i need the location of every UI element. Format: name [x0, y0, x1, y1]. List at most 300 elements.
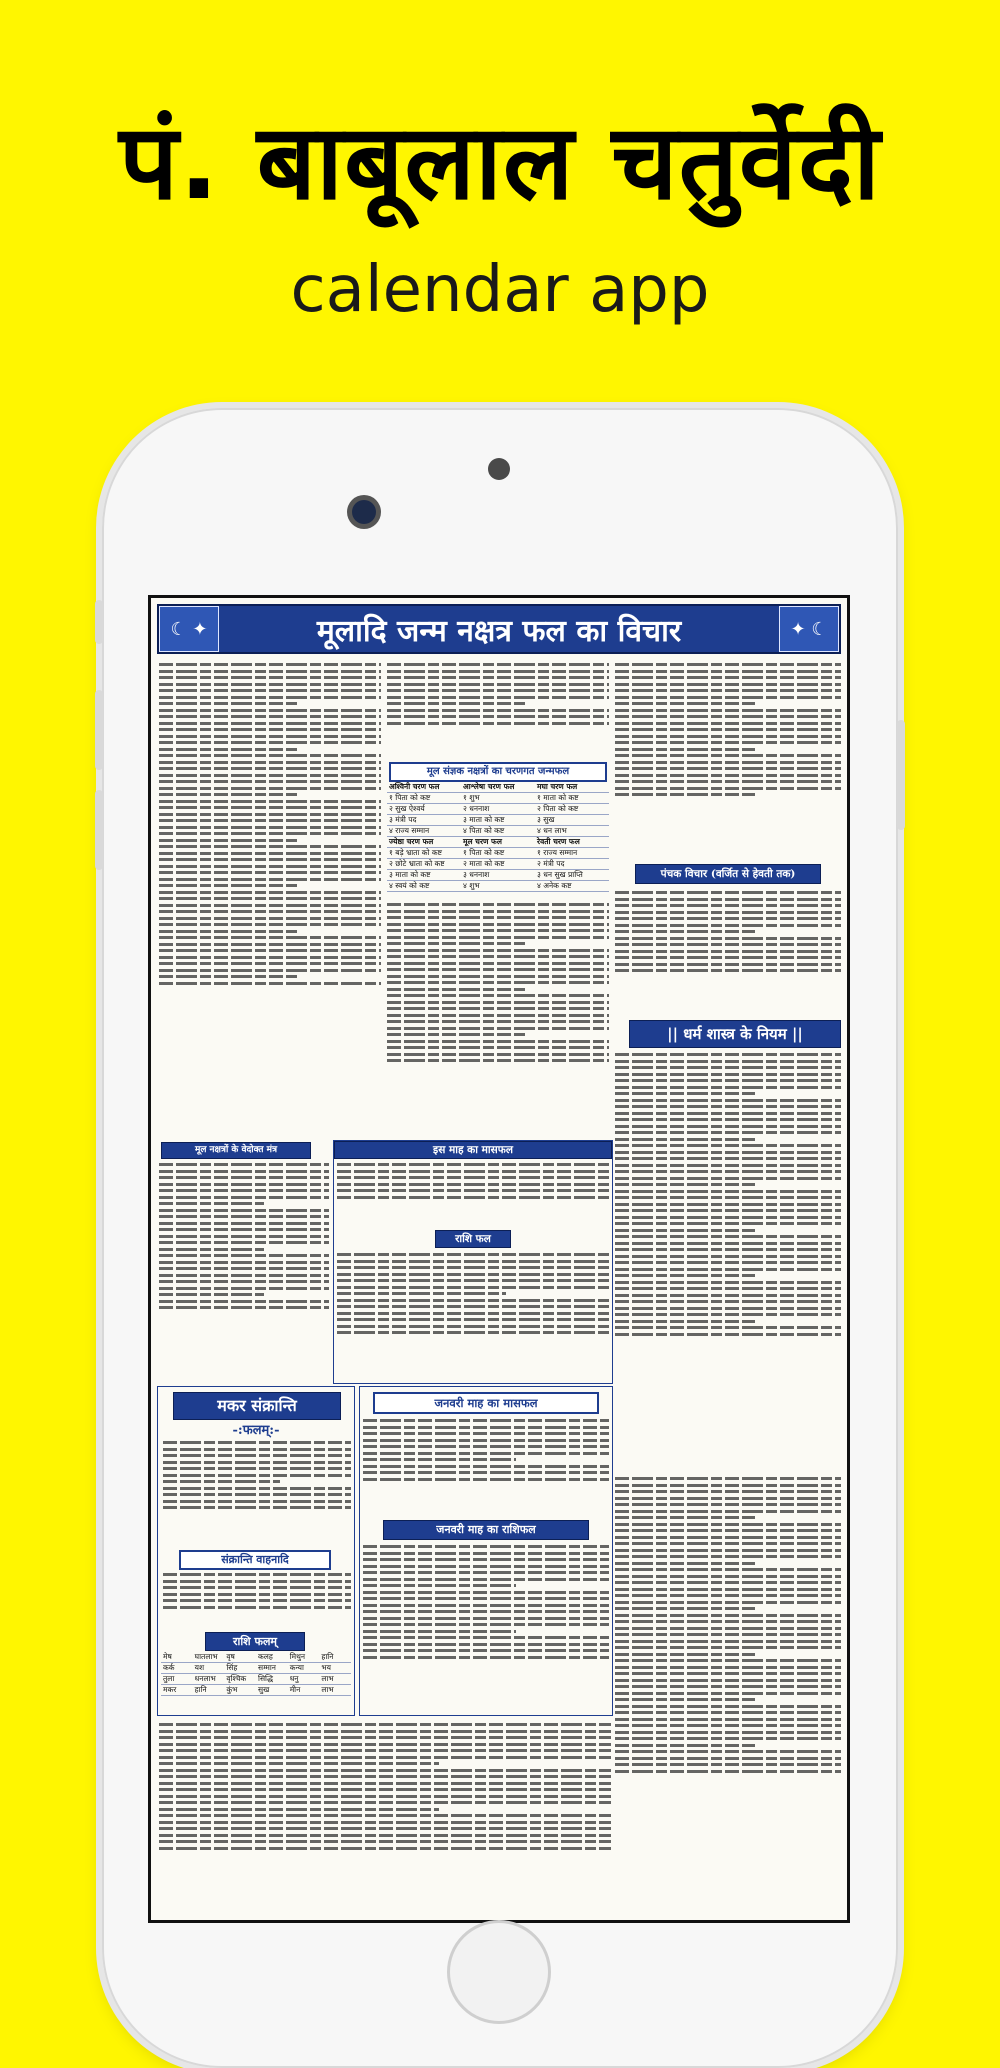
text-line — [615, 937, 841, 940]
text-line — [163, 1599, 351, 1602]
table-cell: ४ राज्य सम्मान — [389, 826, 430, 835]
text-line — [615, 917, 841, 920]
table-row — [387, 793, 609, 804]
table-cell: ४ अनेक कष्ट — [537, 881, 572, 890]
vedic-mantra-text — [159, 1160, 329, 1384]
text-line — [615, 683, 841, 686]
text-line — [615, 1170, 841, 1173]
table-cell: कलह — [258, 1652, 273, 1661]
text-line — [159, 936, 381, 939]
text-line — [387, 1014, 609, 1017]
text-line — [163, 1480, 280, 1483]
text-line — [159, 793, 297, 796]
phone-volume-down — [95, 790, 103, 870]
text-line — [615, 1653, 755, 1656]
text-lines — [363, 1545, 609, 1659]
text-line — [615, 1523, 841, 1526]
text-line — [159, 1814, 611, 1817]
text-line — [159, 1736, 611, 1739]
text-line — [159, 709, 381, 712]
text-line — [337, 1273, 609, 1276]
table-row — [387, 859, 609, 870]
text-line — [337, 1189, 609, 1192]
text-line — [159, 722, 381, 725]
text-line — [159, 813, 381, 816]
text-line — [159, 1756, 611, 1759]
table-cell: हानि — [321, 1652, 334, 1661]
text-line — [159, 865, 381, 868]
text-line — [387, 903, 609, 906]
table-cell: मिथुन — [289, 1652, 306, 1661]
text-line — [615, 1196, 841, 1199]
text-line — [387, 1020, 609, 1023]
text-line — [363, 1452, 609, 1455]
text-line — [363, 1630, 516, 1633]
text-line — [387, 1001, 609, 1004]
text-line — [615, 1307, 841, 1310]
text-line — [159, 1163, 329, 1166]
table-cell: सिंह — [226, 1663, 238, 1672]
text-line — [163, 1606, 351, 1609]
text-line — [387, 676, 609, 679]
text-line — [387, 949, 609, 952]
text-line — [363, 1597, 609, 1600]
text-line — [159, 1801, 611, 1804]
text-line — [363, 1649, 609, 1652]
text-line — [387, 975, 609, 978]
text-line — [387, 1033, 525, 1036]
text-line — [387, 1007, 609, 1010]
table-cell: १ माता को कष्ट — [537, 793, 579, 802]
table-cell: वृष — [226, 1652, 235, 1661]
text-line — [615, 1503, 841, 1506]
text-line — [387, 670, 609, 673]
table-header-cell: मूल चरण फल — [463, 837, 502, 846]
text-line — [615, 1177, 841, 1180]
text-line — [159, 670, 381, 673]
text-line — [615, 1666, 841, 1669]
text-line — [163, 1506, 351, 1509]
text-lines — [363, 1419, 609, 1481]
text-line — [159, 1743, 611, 1746]
table-cell: हानि — [194, 1685, 207, 1694]
text-line — [615, 1601, 841, 1604]
text-line — [159, 728, 381, 731]
text-line — [159, 1248, 264, 1251]
text-lines — [159, 663, 381, 985]
text-line — [159, 1209, 329, 1212]
text-line — [163, 1461, 351, 1464]
table-cell: मेष — [163, 1652, 172, 1661]
text-line — [363, 1426, 609, 1429]
text-line — [615, 754, 841, 757]
text-line — [615, 1737, 841, 1740]
text-line — [387, 722, 609, 725]
text-line — [159, 1821, 611, 1824]
text-line — [615, 696, 841, 699]
text-line — [159, 1749, 611, 1752]
table-cell: ३ सुख — [537, 815, 555, 824]
text-line — [387, 923, 609, 926]
text-line — [387, 942, 525, 945]
text-line — [159, 696, 381, 699]
text-line — [159, 1827, 611, 1830]
text-line — [615, 1724, 841, 1727]
table-row — [387, 815, 609, 826]
text-line — [615, 1086, 841, 1089]
text-line — [337, 1286, 609, 1289]
text-line — [159, 1795, 611, 1798]
text-line — [337, 1266, 609, 1269]
text-line — [163, 1487, 351, 1490]
text-line — [159, 741, 381, 744]
text-line — [615, 1581, 841, 1584]
text-line — [159, 663, 381, 666]
sankranti-phalam-text — [163, 1438, 351, 1548]
table-cell: मकर — [163, 1685, 177, 1694]
text-line — [615, 1594, 841, 1597]
text-line — [363, 1545, 609, 1548]
text-line — [159, 1769, 611, 1772]
text-line — [159, 702, 297, 705]
text-line — [337, 1279, 609, 1282]
text-column-right-bottom — [615, 1474, 841, 1914]
text-line — [337, 1253, 609, 1256]
text-line — [159, 982, 381, 985]
text-line — [159, 845, 381, 848]
text-line — [615, 1209, 841, 1212]
text-line — [159, 1235, 329, 1238]
text-line — [363, 1578, 609, 1581]
text-line — [615, 1718, 841, 1721]
text-line — [615, 1235, 841, 1238]
text-line — [387, 910, 609, 913]
text-line — [615, 1300, 841, 1303]
text-column-left — [159, 660, 381, 1138]
text-line — [615, 1125, 841, 1128]
text-line — [615, 1053, 841, 1056]
table-cell: ४ शुभ — [463, 881, 480, 890]
text-column-right-mid — [615, 888, 841, 1018]
home-button[interactable] — [447, 1920, 551, 2024]
text-line — [159, 923, 381, 926]
text-line — [615, 1242, 841, 1245]
text-line — [615, 1672, 841, 1675]
table-cell: ४ धन लाभ — [537, 826, 567, 835]
text-line — [159, 871, 381, 874]
calendar-page-screen[interactable] — [148, 595, 850, 1923]
text-line — [363, 1623, 609, 1626]
text-line — [159, 1196, 329, 1199]
text-column-right-lower — [615, 1050, 841, 1470]
text-line — [615, 1144, 841, 1147]
text-line — [615, 1229, 755, 1232]
text-line — [615, 1138, 755, 1141]
table-cell: २ पिता को कष्ट — [537, 804, 579, 813]
text-lines — [615, 1053, 841, 1336]
promo-headline: पं. बाबूलाल चतुर्वेदी — [119, 101, 881, 223]
text-line — [615, 1770, 841, 1773]
text-line — [337, 1325, 609, 1328]
text-line — [615, 1060, 841, 1063]
text-line — [387, 916, 609, 919]
text-line — [615, 1151, 841, 1154]
text-line — [615, 748, 755, 751]
text-line — [615, 1274, 755, 1277]
text-line — [159, 1775, 611, 1778]
text-line — [615, 1326, 841, 1329]
table-header-cell: अश्विनी चरण फल — [389, 782, 440, 791]
text-line — [363, 1591, 609, 1594]
text-line — [159, 1228, 329, 1231]
text-line — [387, 929, 609, 932]
table-cell: ३ धन सुख प्राप्ति — [537, 870, 583, 879]
masphal-text — [337, 1160, 609, 1226]
text-line — [615, 1685, 841, 1688]
dharma-heading: || धर्म शास्त्र के नियम || — [629, 1020, 841, 1048]
text-line — [159, 1723, 611, 1726]
text-line — [337, 1196, 609, 1199]
text-line — [387, 1053, 609, 1056]
text-line — [163, 1586, 351, 1589]
table-row — [387, 804, 609, 815]
table-cell: ३ माता को कष्ट — [389, 870, 431, 879]
text-line — [337, 1170, 609, 1173]
text-line — [159, 1189, 329, 1192]
text-line — [363, 1656, 609, 1659]
text-line — [615, 1333, 841, 1336]
text-line — [163, 1593, 351, 1596]
text-line — [615, 1562, 755, 1565]
text-line — [387, 962, 609, 965]
text-line — [337, 1176, 609, 1179]
text-line — [615, 1183, 755, 1186]
text-line — [163, 1467, 351, 1470]
text-line — [159, 930, 297, 933]
text-line — [615, 1549, 841, 1552]
text-line — [363, 1643, 609, 1646]
table-row — [161, 1674, 351, 1685]
text-line — [615, 1105, 841, 1108]
table-cell: धनु — [289, 1674, 299, 1683]
text-lines — [615, 891, 841, 972]
text-line — [615, 904, 841, 907]
text-line — [615, 1542, 841, 1545]
text-line — [615, 1092, 755, 1095]
text-line — [163, 1448, 351, 1451]
table-cell: २ माता को कष्ट — [463, 859, 505, 868]
text-line — [615, 676, 841, 679]
text-line — [615, 1157, 841, 1160]
text-line — [615, 1750, 841, 1753]
text-lines — [159, 1163, 329, 1309]
text-line — [615, 1079, 841, 1082]
text-line — [159, 1261, 329, 1264]
text-line — [363, 1584, 516, 1587]
text-line — [387, 994, 609, 997]
text-line — [615, 943, 841, 946]
table-cell: सिद्धि — [258, 1674, 273, 1683]
text-line — [615, 1692, 841, 1695]
table-header-row — [387, 837, 609, 848]
text-line — [615, 1118, 841, 1121]
text-line — [615, 1763, 841, 1766]
table-cell: सम्मान — [258, 1663, 276, 1672]
text-line — [615, 1190, 841, 1193]
text-line — [615, 1490, 841, 1493]
text-line — [615, 969, 841, 972]
text-line — [387, 1059, 609, 1062]
rashiphal-text — [337, 1250, 609, 1380]
text-line — [159, 748, 297, 751]
text-line — [337, 1183, 609, 1186]
text-line — [159, 910, 381, 913]
text-line — [159, 956, 381, 959]
text-footer-left — [159, 1720, 611, 1914]
table-cell: १ पिता को कष्ट — [389, 793, 431, 802]
text-line — [615, 1066, 841, 1069]
text-line — [615, 1757, 841, 1760]
text-line — [615, 911, 841, 914]
text-line — [363, 1465, 609, 1468]
table-cell: १ शुभ — [463, 793, 480, 802]
text-line — [615, 1497, 841, 1500]
text-line — [163, 1454, 351, 1457]
january-masphal-heading: जनवरी माह का मासफल — [373, 1392, 599, 1414]
text-line — [159, 754, 381, 757]
phone-volume-up — [95, 690, 103, 770]
table-cell: यश — [194, 1663, 205, 1672]
table-cell: लाभ — [321, 1685, 334, 1694]
table-row — [387, 826, 609, 837]
text-line — [159, 1254, 329, 1257]
text-line — [159, 832, 381, 835]
text-line — [387, 715, 609, 718]
text-lines — [337, 1253, 609, 1334]
table-cell: ४ पिता को कष्ट — [463, 826, 505, 835]
text-line — [615, 1281, 841, 1284]
table-cell: वृश्चिक — [226, 1674, 247, 1683]
text-line — [615, 930, 755, 933]
text-line — [363, 1432, 609, 1435]
rashi-phalam-table — [161, 1652, 351, 1696]
text-line — [159, 949, 381, 952]
table-header-cell: ज्येष्ठा चरण फल — [389, 837, 434, 846]
table-cell: कुंभ — [226, 1685, 238, 1694]
text-line — [615, 924, 841, 927]
table-cell: ४ स्वयं को कष्ट — [389, 881, 430, 890]
text-line — [615, 670, 841, 673]
table-cell: लाभ — [321, 1674, 334, 1683]
text-line — [159, 1300, 329, 1303]
table-cell: १ पिता को कष्ट — [463, 848, 505, 857]
text-line — [159, 774, 381, 777]
text-line — [159, 1293, 264, 1296]
text-line — [615, 1255, 841, 1258]
text-line — [615, 1744, 755, 1747]
text-line — [159, 735, 381, 738]
text-line — [159, 1847, 611, 1850]
text-line — [159, 1183, 329, 1186]
table-cell: मीन — [289, 1685, 301, 1694]
text-line — [159, 878, 381, 881]
table-header-cell: आश्लेषा चरण फल — [463, 782, 515, 791]
table-row — [161, 1652, 351, 1663]
text-line — [615, 1679, 841, 1682]
text-line — [159, 787, 381, 790]
text-line — [615, 1287, 841, 1290]
text-line — [337, 1305, 609, 1308]
text-line — [159, 1280, 329, 1283]
text-line — [159, 800, 381, 803]
text-line — [159, 891, 381, 894]
text-line — [159, 975, 297, 978]
text-line — [387, 663, 609, 666]
text-line — [159, 1274, 329, 1277]
text-line — [159, 1730, 611, 1733]
text-line — [337, 1331, 609, 1334]
text-line — [615, 1203, 841, 1206]
text-line — [615, 735, 841, 738]
text-line — [615, 793, 755, 796]
panchak-heading: पंचक विचार (वर्जित से हेवती तक) — [635, 864, 821, 884]
text-line — [615, 1529, 841, 1532]
text-column-middle-lower — [387, 900, 609, 1138]
text-line — [163, 1474, 351, 1477]
text-line — [615, 1568, 841, 1571]
text-lines — [615, 1477, 841, 1773]
text-line — [615, 1164, 841, 1167]
text-line — [615, 1705, 841, 1708]
rashi-phalam-heading: राशि फलम् — [205, 1632, 305, 1651]
text-line — [337, 1292, 506, 1295]
text-line — [615, 1640, 841, 1643]
text-lines — [163, 1573, 351, 1609]
text-line — [615, 1320, 755, 1323]
text-line — [615, 728, 841, 731]
phone-speaker — [488, 458, 510, 480]
text-line — [615, 1131, 841, 1134]
text-line — [615, 1607, 755, 1610]
text-line — [387, 683, 609, 686]
promo-subtitle: calendar app — [290, 253, 710, 327]
text-line — [387, 696, 609, 699]
text-lines — [337, 1163, 609, 1199]
makar-sankranti-heading: मकर संक्रान्ति — [173, 1392, 341, 1420]
text-line — [159, 1215, 329, 1218]
text-line — [615, 1659, 841, 1662]
text-line — [615, 1510, 841, 1513]
text-line — [159, 767, 381, 770]
mool-nakshatra-table — [387, 782, 609, 892]
text-line — [615, 898, 841, 901]
text-line — [363, 1571, 609, 1574]
text-line — [615, 715, 841, 718]
text-line — [159, 806, 381, 809]
table-cell: १ राज्य सम्मान — [537, 848, 578, 857]
text-lines — [159, 1723, 611, 1850]
text-line — [337, 1312, 609, 1315]
text-line — [159, 826, 381, 829]
text-line — [615, 1261, 841, 1264]
text-line — [363, 1636, 609, 1639]
text-line — [615, 767, 841, 770]
text-line — [615, 689, 841, 692]
text-line — [615, 1099, 841, 1102]
text-line — [615, 1112, 841, 1115]
text-line — [159, 904, 381, 907]
text-line — [159, 1241, 329, 1244]
